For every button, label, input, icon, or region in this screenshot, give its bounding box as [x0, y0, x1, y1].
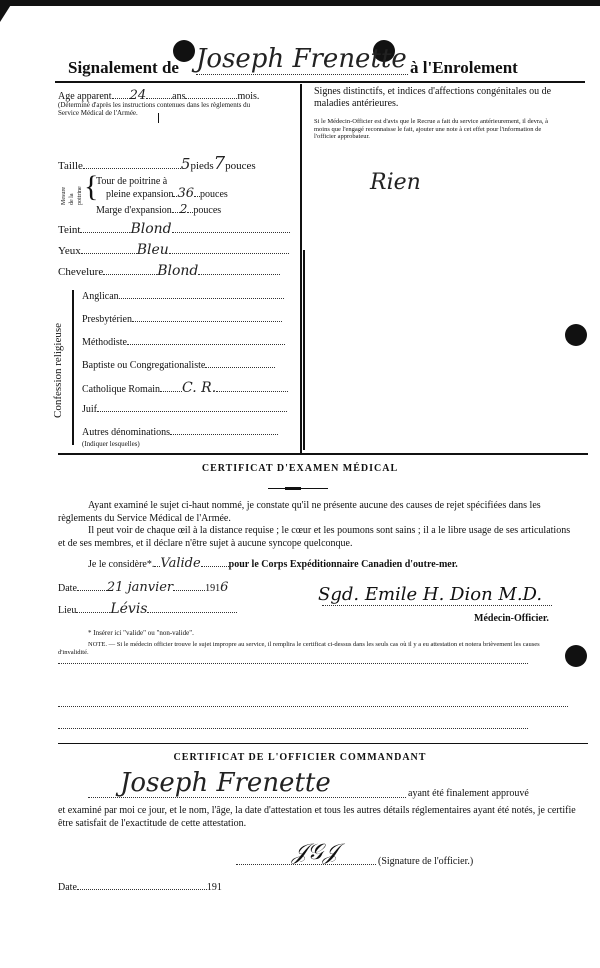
age-value: 24 — [129, 88, 147, 103]
column-divider-double — [303, 250, 305, 450]
commanding-officer-signature: 𝒥𝒢𝒥 — [292, 840, 339, 865]
religion-row-jewish — [82, 404, 287, 415]
section-rule-commanding — [58, 743, 588, 744]
complexion-row — [58, 221, 290, 237]
chest-full-label-1: Tour de poitrine à — [96, 176, 168, 187]
height-inches-unit: pouces — [225, 160, 256, 172]
religion-label: Méthodiste — [82, 337, 127, 348]
medical-date-value: 21 janvier — [106, 580, 174, 595]
eyes-value: Bleu — [136, 242, 169, 258]
religion-label: Baptiste ou Congregationaliste — [82, 360, 206, 371]
commanding-signature-label: (Signature de l'officier.) — [378, 856, 474, 867]
religion-row-methodist — [82, 337, 285, 348]
eyes-label: Yeux — [58, 245, 81, 257]
age-years-unit: ans — [172, 91, 186, 102]
hair-value: Blond — [157, 263, 199, 279]
blank-line-3 — [58, 728, 528, 729]
medical-place-value: Lévis — [110, 601, 148, 617]
consider-suffix: pour le Corps Expéditionnaire Canadien d'outre-mer. — [228, 559, 458, 570]
medical-officer-label: Médecin-Officier. — [474, 613, 549, 624]
title-suffix: à l'Enrolement — [410, 58, 518, 77]
chest-range-unit: pouces — [193, 205, 222, 216]
section-rule-medical — [58, 453, 588, 455]
scan-top-edge — [0, 0, 600, 6]
punch-hole-right-upper — [565, 324, 587, 346]
religion-label: Catholique Romain — [82, 384, 161, 395]
medical-date-row — [58, 580, 228, 595]
scan-folded-corner — [0, 0, 14, 22]
religion-row-baptist — [82, 360, 275, 371]
religion-label: Juif — [82, 404, 97, 415]
medical-date-label: Date — [58, 583, 77, 594]
religion-label: Anglican — [82, 291, 119, 302]
chest-full-label-2: pleine expansion — [106, 189, 174, 200]
chest-range-row — [96, 202, 221, 216]
blank-line-2 — [58, 706, 568, 707]
medical-date-year-prefix: 191 — [205, 583, 221, 594]
document-title — [68, 58, 179, 78]
chest-range-label: Marge d'expansion — [96, 205, 172, 216]
hair-row — [58, 263, 280, 279]
chest-full-value: 36 — [177, 186, 195, 201]
age-note: (Déterminé d'après les instructions contenues dans les règlements du Service Médical de l'Armée. — [58, 101, 251, 117]
consider-value: Valide — [160, 556, 201, 571]
chest-full-unit: pouces — [200, 189, 228, 200]
age-label: Age apparent — [58, 91, 112, 102]
medical-paragraph-2: Il peut voir de chaque œil à la distance requise ; le cœur et les poumons sont sains ; il a le libre usage de ses articulations et de ses membres, et il déclare n'être sujet à aucune syncope quelconque. — [58, 525, 571, 549]
commanding-certificate-title: CERTIFICAT DE L'OFFICIER COMMANDANT — [173, 752, 427, 763]
title-prefix: Signalement de — [68, 58, 179, 77]
chest-range-value: 2 — [179, 202, 188, 216]
religion-catholic-value: C. R. — [182, 380, 217, 396]
religion-label: Autres dénominations — [82, 427, 171, 438]
religion-group-label: Confession religieuse — [52, 322, 64, 418]
age-months-unit: mois. — [237, 91, 260, 102]
religion-note: (Indiquer lesquelles) — [82, 440, 140, 448]
medical-place-row — [58, 601, 237, 617]
medical-place-label: Lieu — [58, 605, 77, 616]
marks-note: Si le Médecin-Officier est d'avis que le Recrue a fait du service antérieurement, il devra, à moins que l'engagé reconnaisse le fait, ajouter une note à cet effet pour l'information de l'officier approbateur. — [314, 118, 549, 140]
commanding-name-handwritten: Joseph Frenette — [120, 768, 331, 798]
commanding-date-row — [58, 882, 222, 893]
height-label: Taille — [58, 160, 83, 172]
height-inches-value: 7 — [213, 153, 226, 174]
medical-footnote: * Insérer ici "valide" ou "non-valide". — [88, 629, 194, 637]
consider-row — [88, 556, 458, 571]
height-feet-unit: pieds — [190, 160, 214, 172]
complexion-label: Teint — [58, 224, 81, 236]
chest-full-row — [106, 186, 228, 201]
consider-prefix: Je le considère*. — [88, 559, 155, 570]
tick-mark — [158, 113, 159, 123]
recruit-name-handwritten: Joseph Frenette — [196, 44, 407, 74]
religion-row-anglican — [82, 291, 284, 302]
marks-value-handwritten: Rien — [370, 170, 421, 195]
hair-label: Chevelure — [58, 266, 104, 278]
height-feet-value: 5 — [180, 155, 191, 173]
medical-paragraph-1: Ayant examiné le sujet ci-haut nommé, je constate qu'il ne présente aucune des causes de rejet spécifiées dans les règlements du Service Médical de l'Armée. — [58, 500, 541, 524]
marks-heading: Signes distinctifs, et indices d'affections congénitales ou de maladies antérieures. — [314, 86, 552, 109]
religion-row-catholic — [82, 380, 288, 396]
religion-bracket — [72, 290, 74, 445]
medical-officer-signature: Sgd. Emile H. Dion M.D. — [318, 584, 543, 605]
commanding-text-2: et examiné par moi ce jour, et le nom, l'âge, la date d'attestation et tous les autres détails réglementaires ayant été notés, je certifie être satisfait de l'exactitude de cette attestation. — [58, 805, 576, 829]
medical-note: NOTE. — Si le médecin officier trouve le sujet impropre au service, il remplira le certificat ci-dessus dans les seuls cas où il y a eu attestation et notera brièvement les causes d'invalidité. — [58, 641, 540, 656]
blank-line-1 — [58, 663, 528, 664]
medical-date-year-suffix: 6 — [220, 580, 229, 595]
eyes-row — [58, 242, 289, 258]
commanding-name-line — [88, 797, 406, 798]
religion-row-other — [82, 427, 278, 438]
chest-brace: { — [84, 170, 99, 203]
title-underline-mark — [285, 487, 301, 490]
chest-group-label: Mesure de la poitrine — [61, 186, 83, 205]
commanding-text-1: ayant été finalement approuvé — [408, 788, 529, 799]
commanding-date-label: Date — [58, 882, 77, 893]
complexion-value: Blond — [130, 221, 172, 237]
medical-certificate-title: CERTIFICAT D'EXAMEN MÉDICAL — [201, 463, 399, 474]
commanding-date-year-prefix: 191 — [206, 882, 222, 893]
header-rule — [55, 81, 585, 83]
religion-row-presbyterian — [82, 314, 282, 325]
column-divider — [300, 84, 302, 454]
punch-hole-right-lower — [565, 645, 587, 667]
religion-label: Presbytérien — [82, 314, 132, 325]
